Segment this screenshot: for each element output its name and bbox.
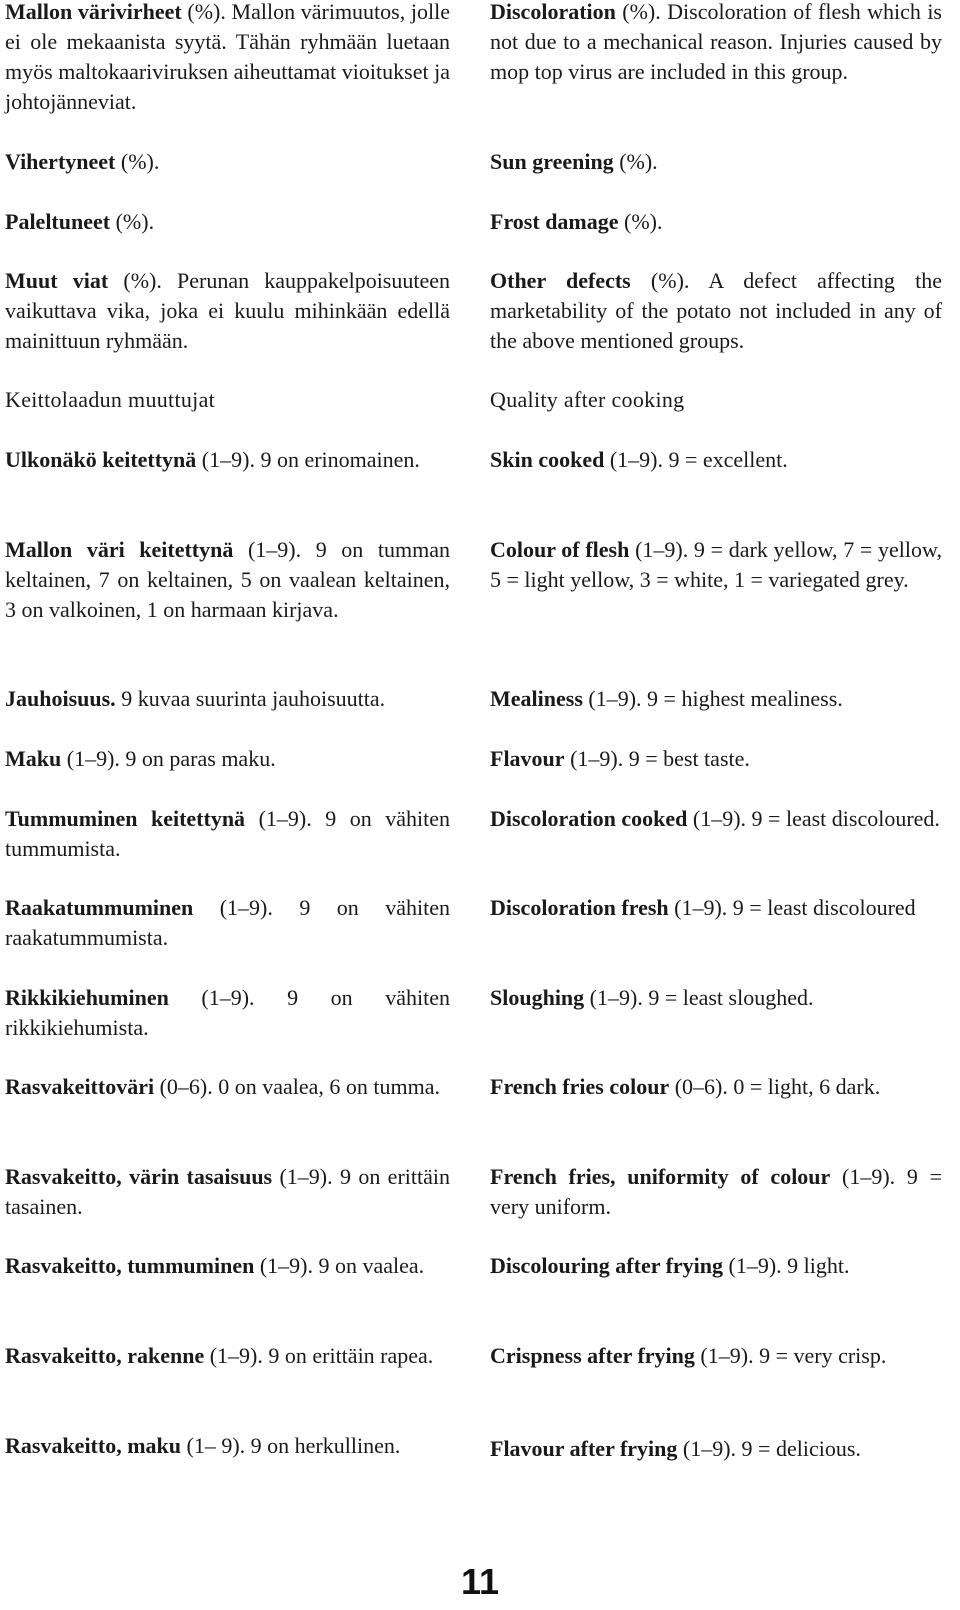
entry-term: Other defects: [490, 268, 631, 293]
entry-discoloration-cooked: [490, 804, 942, 834]
entry-raakatummuminen: [5, 893, 450, 953]
entry-text: (%). Mallon värimuutos, jolle ei ole mekaanista syytä. Tähän ryhmään luetaan myös maltokaariviruksen aiheuttamat vioitukset ja johtojänneviat.: [5, 0, 450, 114]
entry-term: Paleltuneet: [5, 209, 111, 234]
entry-text: (1–9). 9 on vähiten rikkikiehumista.: [5, 985, 450, 1040]
entry-paleltuneet: [5, 207, 450, 237]
entry-term: Flavour: [490, 746, 565, 771]
entry-sloughing: [490, 983, 942, 1013]
entry-text: (1–9). 9 = very uniform.: [490, 1164, 942, 1219]
entry-french-fries-colour: [490, 1072, 942, 1102]
entry-text: (1–9). 9 on vähiten raakatummumista.: [5, 895, 450, 950]
entry-crispness-after-frying: [490, 1341, 942, 1371]
entry-term: Discolouring after frying: [490, 1253, 724, 1278]
entry-mealiness: [490, 684, 942, 714]
entry-discolouring-after-frying: [490, 1251, 942, 1281]
entry-text: (%). Discoloration of flesh which is not due to a mechanical reason. Injuries caused by mop top virus are included in this group.: [490, 0, 942, 84]
entry-text: (%).: [618, 209, 663, 234]
entry-other-defects: [490, 266, 942, 356]
entry-flavour-after-frying: [490, 1434, 942, 1464]
entry-term: Tummuminen keitettynä: [5, 806, 246, 831]
entry-text: (1–9). 9 = delicious.: [677, 1436, 861, 1461]
entry-term: Rasvakeitto, värin tasaisuus: [5, 1164, 273, 1189]
entry-rasvakeittovari: [5, 1072, 450, 1102]
entry-term: Frost damage: [490, 209, 619, 234]
entry-discoloration: [490, 0, 942, 87]
page-number: 11: [460, 1561, 500, 1602]
entry-ulkonako: [5, 445, 450, 475]
entry-term: Sun greening: [490, 149, 614, 174]
entry-jauhoisuus: [5, 684, 450, 714]
entry-rasvakeitto-tummuminen: [5, 1251, 450, 1281]
entry-text: (1–9). 9 on erittäin rapea.: [204, 1343, 434, 1368]
entry-term: Vihertyneet: [5, 149, 116, 174]
entry-text: (0–6). 0 = light, 6 dark.: [669, 1074, 881, 1099]
entry-term: Discoloration fresh: [490, 895, 669, 920]
entry-text: (0–6). 0 on vaalea, 6 on tumma.: [154, 1074, 441, 1099]
entry-term: Rasvakeittoväri: [5, 1074, 155, 1099]
entry-text: 9 kuvaa suurinta jauhoisuutta.: [115, 686, 386, 711]
entry-term: Rasvakeitto, tummuminen: [5, 1253, 255, 1278]
entry-text: (1–9). 9 on erittäin tasainen.: [5, 1164, 450, 1219]
entry-colour-of-flesh: [490, 535, 942, 595]
entry-text: (%).: [613, 149, 658, 174]
entry-term: French fries colour: [490, 1074, 670, 1099]
entry-term: Skin cooked: [490, 447, 605, 472]
entry-text: (1–9). 9 on erinomainen.: [196, 447, 420, 472]
entry-term: Ulkonäkö keitettynä: [5, 447, 197, 472]
entry-term: Discoloration: [490, 0, 616, 24]
entry-tummuminen: [5, 804, 450, 864]
section-heading-en: Quality after cooking: [490, 387, 685, 412]
entry-term: Discoloration cooked: [490, 806, 688, 831]
entry-flavour: [490, 744, 942, 774]
entry-french-fries-uniformity: [490, 1162, 942, 1222]
entry-term: Mallon väri keitettynä: [5, 537, 234, 562]
entry-text: (1–9). 9 = least sloughed.: [584, 985, 814, 1010]
entry-muut-viat: [5, 266, 450, 356]
entry-term: Muut viat: [5, 268, 109, 293]
entry-text: (1–9). 9 = dark yellow, 7 = yellow, 5 = light yellow, 3 = white, 1 = variegated grey.: [490, 537, 942, 592]
entry-sun-greening: [490, 147, 942, 177]
entry-term: Mallon värivirheet: [5, 0, 182, 24]
entry-skin-cooked: [490, 445, 942, 475]
entry-text: (%).: [110, 209, 155, 234]
entry-term: Maku: [5, 746, 62, 771]
entry-text: (1–9). 9 light.: [723, 1253, 850, 1278]
entry-term: Flavour after frying: [490, 1436, 678, 1461]
entry-vihertyneet: [5, 147, 450, 177]
entry-term: Rikkikiehuminen: [5, 985, 169, 1010]
entry-term: Mealiness: [490, 686, 583, 711]
entry-text: (%).: [115, 149, 160, 174]
entry-term: Sloughing: [490, 985, 585, 1010]
entry-text: (1– 9). 9 on herkullinen.: [181, 1433, 401, 1458]
entry-term: Raakatummuminen: [5, 895, 194, 920]
entry-text: (1–9). 9 = highest mealiness.: [582, 686, 843, 711]
entry-term: French fries, uniformity of colour: [490, 1164, 831, 1189]
entry-mallon-varivirheet: [5, 0, 450, 117]
entry-text: (%). A defect affecting the marketability of the potato not included in any of the above mentioned groups.: [490, 268, 942, 353]
entry-term: Rasvakeitto, rakenne: [5, 1343, 205, 1368]
entry-text: (1–9). 9 = best taste.: [564, 746, 750, 771]
entry-text: (1–9). 9 = least discoloured: [668, 895, 916, 920]
entry-text: (1–9). 9 = least discoloured.: [687, 806, 940, 831]
entry-rasvakeitto-maku: [5, 1431, 450, 1461]
entry-term: Colour of flesh: [490, 537, 630, 562]
entry-term: Rasvakeitto, maku: [5, 1433, 182, 1458]
entry-text: (1–9). 9 on vaalea.: [254, 1253, 425, 1278]
entry-text: (1–9). 9 on vähiten tummumista.: [5, 806, 451, 861]
entry-discoloration-fresh: [490, 893, 942, 923]
entry-rasvakeitto-tasaisuus: [5, 1162, 450, 1222]
entry-text: (1–9). 9 on paras maku.: [61, 746, 276, 771]
entry-term: Jauhoisuus.: [5, 686, 116, 711]
entry-rikkikiehuminen: [5, 983, 450, 1043]
entry-maku: [5, 744, 450, 774]
entry-text: (1–9). 9 = excellent.: [604, 447, 788, 472]
entry-mallon-vari: [5, 535, 450, 625]
entry-text: (%). Perunan kauppakelpoisuuteen vaikuttava vika, joka ei kuulu mihinkään edellä mainittuun ryhmään.: [5, 268, 451, 353]
entry-text: (1–9). 9 on tumman keltainen, 7 on keltainen, 5 on vaalean keltainen, 3 on valkoinen, 1 on harmaan kirjava.: [5, 537, 450, 622]
section-heading-fi: Keittolaadun muuttujat: [5, 387, 216, 412]
entry-term: Crispness after frying: [490, 1343, 695, 1368]
entry-frost-damage: [490, 207, 942, 237]
entry-rasvakeitto-rakenne: [5, 1341, 450, 1371]
entry-text: (1–9). 9 = very crisp.: [694, 1343, 887, 1368]
